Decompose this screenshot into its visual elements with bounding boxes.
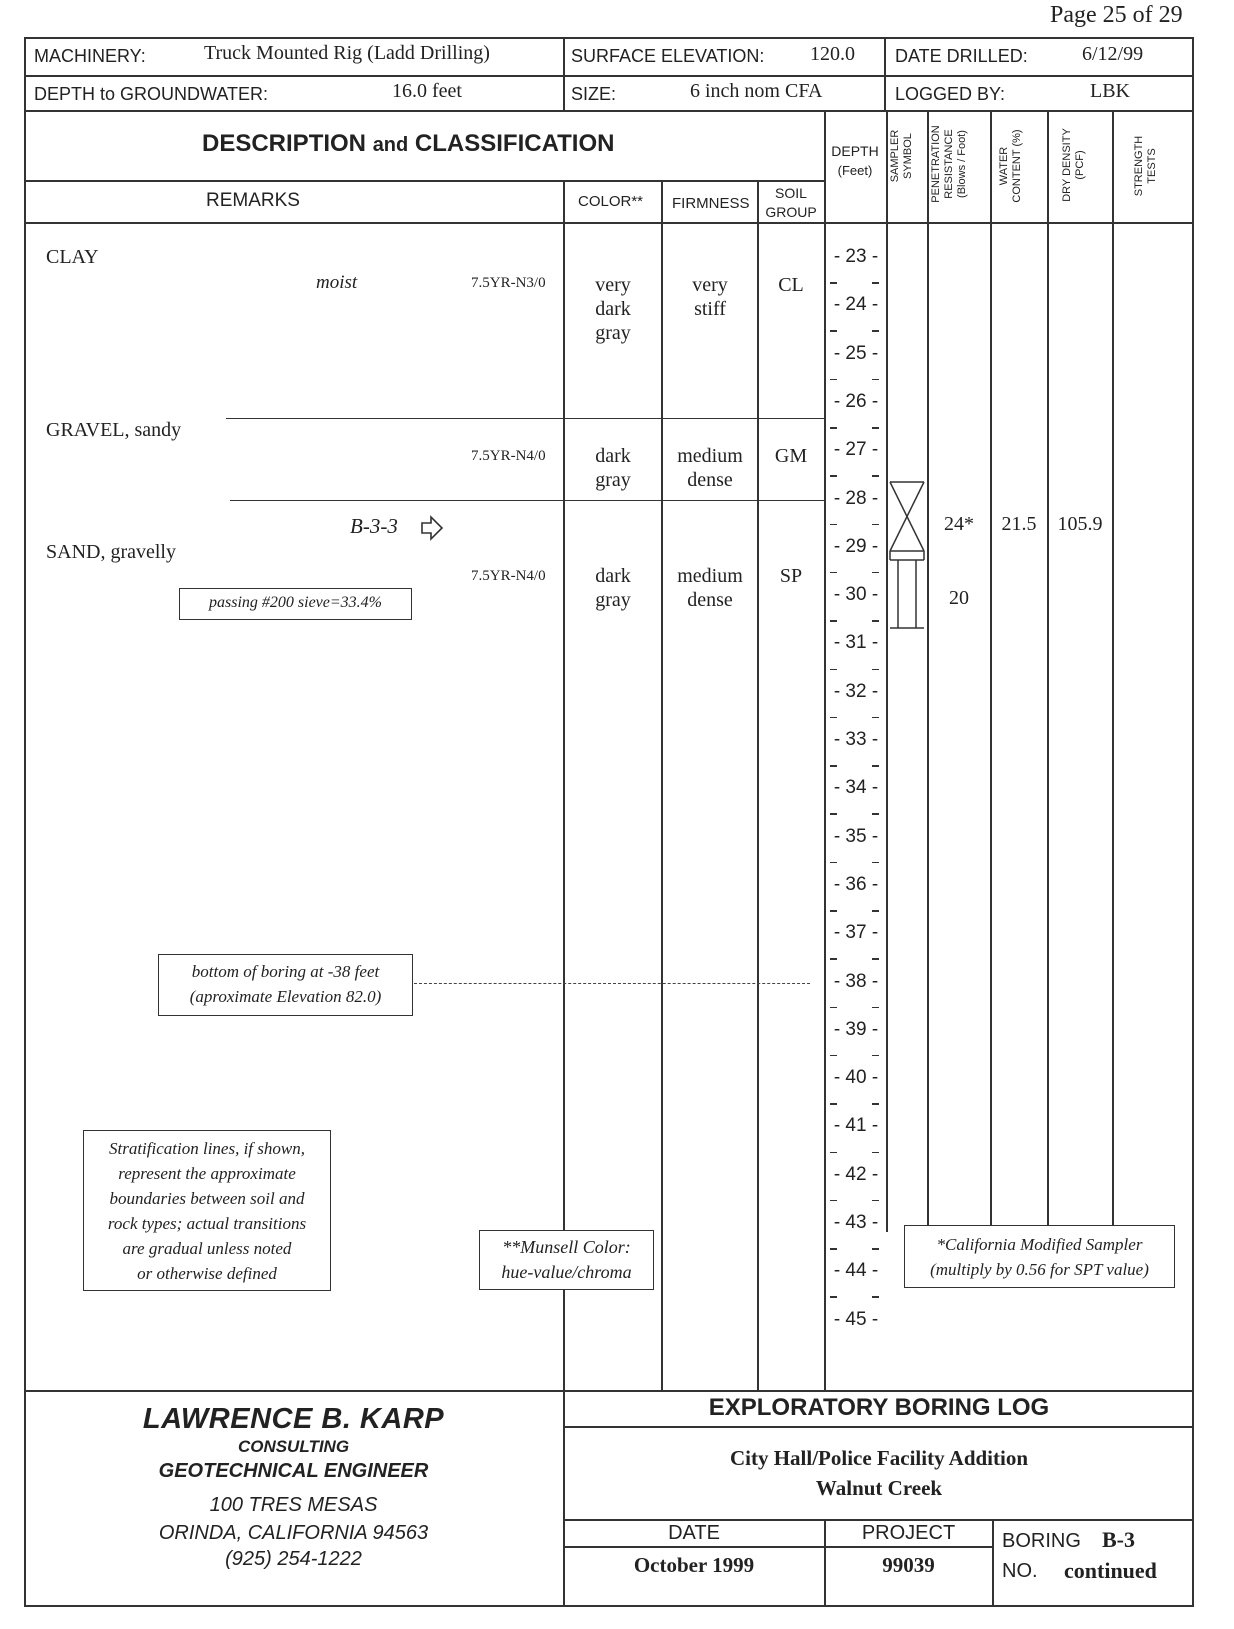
depth-tick <box>872 1103 879 1105</box>
depth-tick <box>830 717 837 719</box>
munsell-note: **Munsell Color: hue-value/chroma <box>479 1230 654 1290</box>
depth-tick <box>830 1296 837 1298</box>
layer-remark-clay: moist <box>316 272 358 293</box>
depth-label: - 31 - <box>833 632 879 654</box>
depth-tick <box>830 1007 837 1009</box>
sampler-heading: SAMPLER SYMBOL <box>889 129 914 183</box>
sampler-symbol-icon <box>888 480 926 630</box>
depth-label: - 23 - <box>833 246 879 267</box>
depth-label: - 28 - <box>833 487 879 509</box>
penetration-heading: PENETRATION RESISTANCE (Blows / Foot) <box>930 125 968 203</box>
depth-label: - 38 - <box>833 970 879 992</box>
bottom-of-boring-note: bottom of boring at -38 feet (aproximate Elevation 82.0) <box>158 954 413 1016</box>
company-name: LAWRENCE B. KARP <box>142 1403 445 1435</box>
depth-label: - 27 - <box>833 439 879 461</box>
project-name-2: Walnut Creek <box>815 1476 943 1500</box>
depth-tick <box>872 1248 879 1250</box>
depth-label: - 41 - <box>833 1115 879 1137</box>
depth-label: - 35 - <box>833 825 879 847</box>
group-gravel: GM <box>774 445 808 467</box>
groundwater-value: 16.0 feet <box>392 80 462 102</box>
depth-tick <box>830 765 837 767</box>
penetration-value-2: 20 <box>949 587 969 609</box>
depth-tick <box>872 282 879 284</box>
depth-tick <box>872 572 879 574</box>
depth-tick <box>872 910 879 912</box>
boring-continued: continued <box>1064 1558 1157 1583</box>
date-drilled-value: 6/12/99 <box>1082 43 1144 65</box>
depth-tick <box>872 379 879 381</box>
strength-heading: STRENGTH TESTS <box>1133 135 1158 197</box>
penetration-value-1: 24* <box>944 513 974 535</box>
project-number: 99039 <box>882 1553 935 1577</box>
depth-tick <box>872 765 879 767</box>
depth-tick <box>872 620 879 622</box>
depth-tick <box>872 1055 879 1057</box>
sample-id: B-3-3 <box>350 514 398 538</box>
sampler-note: *California Modified Sampler (multiply by 0.56 for SPT value) <box>904 1225 1175 1288</box>
depth-label: - 43 - <box>833 1212 879 1233</box>
depth-tick <box>830 379 837 381</box>
dry-density-value: 105.9 <box>1057 513 1103 535</box>
depth-label: - 24 - <box>833 294 879 316</box>
depth-tick <box>872 475 879 477</box>
logged-by-value: LBK <box>1090 80 1130 102</box>
color-gravel: dark gray <box>595 445 631 491</box>
depth-tick <box>830 524 837 526</box>
depth-heading: DEPTH (Feet) <box>831 143 879 178</box>
depth-tick <box>830 1248 837 1250</box>
depth-tick <box>872 958 879 960</box>
depth-tick <box>830 427 837 429</box>
layer-name-clay: CLAY <box>46 246 99 268</box>
depth-tick <box>830 1103 837 1105</box>
depth-tick <box>872 427 879 429</box>
firmness-clay: very stiff <box>692 274 728 320</box>
depth-label: - 40 - <box>833 1067 879 1089</box>
firmness-heading: FIRMNESS <box>672 195 750 212</box>
firmness-gravel: medium dense <box>677 445 743 491</box>
depth-label: - 39 - <box>833 1018 879 1040</box>
company-address-1: 100 TRES MESAS <box>209 1494 378 1516</box>
depth-label: - 29 - <box>833 535 879 557</box>
soil-group-heading: SOIL GROUP <box>765 185 817 220</box>
depth-label: - 34 - <box>833 777 879 799</box>
depth-tick <box>830 1055 837 1057</box>
project-label: PROJECT <box>861 1522 956 1544</box>
sample-arrow-icon <box>420 514 444 542</box>
size-label: SIZE: <box>571 84 617 104</box>
depth-tick <box>872 330 879 332</box>
depth-tick <box>830 572 837 574</box>
depth-label: - 36 - <box>833 873 879 895</box>
log-title: EXPLORATORY BORING LOG <box>708 1394 1050 1421</box>
company-phone: (925) 254-1222 <box>225 1548 362 1570</box>
date-drilled-label: DATE DRILLED: <box>895 46 1028 66</box>
depth-tick <box>830 862 837 864</box>
depth-label: - 45 - <box>833 1308 879 1330</box>
depth-tick <box>830 330 837 332</box>
layer-name-gravel: GRAVEL, sandy <box>46 419 182 441</box>
depth-tick <box>830 813 837 815</box>
depth-tick <box>872 862 879 864</box>
munsell-gravel: 7.5YR-N4/0 <box>471 448 546 464</box>
depth-tick <box>830 620 837 622</box>
size-value: 6 inch nom CFA <box>690 80 823 102</box>
depth-label: - 33 - <box>833 729 879 750</box>
depth-tick <box>872 1152 879 1154</box>
group-clay: CL <box>778 274 804 296</box>
depth-tick <box>830 475 837 477</box>
depth-tick <box>830 910 837 912</box>
logged-by-label: LOGGED BY: <box>895 84 1006 104</box>
stratification-note: Stratification lines, if shown, represent the approximate boundaries between soil and rock types; actual transitions are gradual unless noted or otherwise defined <box>83 1130 331 1291</box>
boring-no-label: NO. <box>1002 1560 1038 1582</box>
depth-tick <box>872 524 879 526</box>
color-heading: COLOR** <box>578 193 644 210</box>
machinery-value: Truck Mounted Rig (Ladd Drilling) <box>204 42 490 64</box>
remarks-heading: REMARKS <box>206 190 300 211</box>
company-address-2: ORINDA, CALIFORNIA 94563 <box>158 1522 429 1544</box>
machinery-label: MACHINERY: <box>34 46 146 66</box>
depth-label: - 30 - <box>833 584 879 606</box>
page-number: Page 25 of 29 <box>1050 2 1183 28</box>
depth-tick <box>830 669 837 671</box>
project-name-1: City Hall/Police Facility Addition <box>729 1446 1029 1470</box>
date-value: October 1999 <box>633 1553 755 1577</box>
depth-tick <box>830 282 837 284</box>
boring-value: B-3 <box>1102 1527 1135 1552</box>
depth-tick <box>872 717 879 719</box>
depth-label: - 37 - <box>833 922 879 944</box>
groundwater-label: DEPTH to GROUNDWATER: <box>34 84 269 104</box>
depth-tick <box>872 669 879 671</box>
date-label: DATE <box>668 1522 720 1544</box>
water-content-value: 21.5 <box>1001 513 1037 535</box>
group-sand: SP <box>779 565 803 587</box>
depth-tick <box>872 1007 879 1009</box>
depth-tick <box>872 1200 879 1202</box>
depth-label: - 44 - <box>833 1260 879 1282</box>
surface-elevation-value: 120.0 <box>810 43 855 65</box>
company-engineer: GEOTECHNICAL ENGINEER <box>158 1460 429 1482</box>
company-consulting: CONSULTING <box>237 1437 350 1456</box>
depth-tick <box>872 1296 879 1298</box>
depth-label: - 32 - <box>833 680 879 702</box>
color-clay: very dark gray <box>595 274 631 344</box>
description-heading: DESCRIPTION and CLASSIFICATION <box>202 130 615 157</box>
stratification-line <box>230 500 824 501</box>
depth-label: - 26 - <box>833 390 879 412</box>
boring-label: BORING <box>1002 1530 1081 1552</box>
depth-label: - 42 - <box>833 1163 879 1185</box>
passing-note: passing #200 sieve=33.4% <box>179 588 412 620</box>
depth-label: - 25 - <box>833 342 879 364</box>
dry-density-heading: DRY DENSITY (PCF) <box>1061 128 1086 202</box>
color-sand: dark gray <box>595 565 631 611</box>
depth-tick <box>830 958 837 960</box>
depth-tick <box>830 1152 837 1154</box>
bottom-of-boring-line <box>414 983 810 984</box>
munsell-clay: 7.5YR-N3/0 <box>471 275 546 291</box>
firmness-sand: medium dense <box>677 565 743 611</box>
depth-tick <box>872 813 879 815</box>
surface-elevation-label: SURFACE ELEVATION: <box>571 46 765 66</box>
layer-name-sand: SAND, gravelly <box>46 541 176 563</box>
stratification-line <box>226 418 824 419</box>
water-content-heading: WATER CONTENT (%) <box>998 129 1023 203</box>
munsell-sand: 7.5YR-N4/0 <box>471 568 546 584</box>
depth-tick <box>830 1200 837 1202</box>
